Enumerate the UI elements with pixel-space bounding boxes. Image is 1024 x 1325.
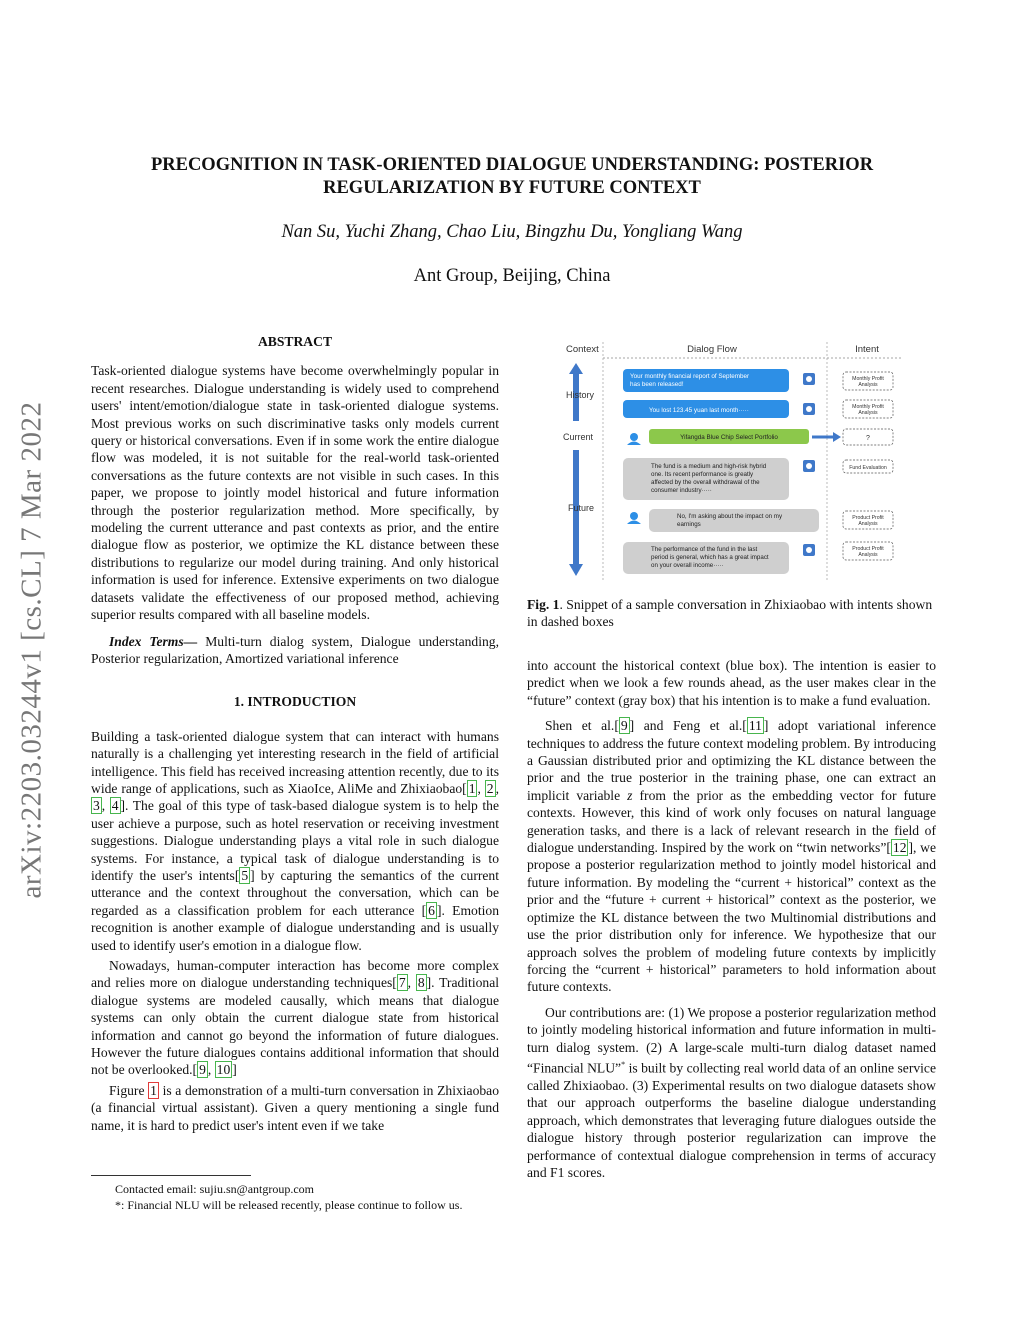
citation-link[interactable]: 9 bbox=[620, 718, 628, 734]
message-text-2: You lost 123.45 yuan last month····· bbox=[649, 407, 749, 414]
user-icon bbox=[630, 433, 638, 441]
left-column bbox=[91, 333, 499, 1134]
label-current: Current bbox=[563, 432, 594, 442]
intent-text-4: Fund Evaluation bbox=[849, 465, 887, 471]
history-arrow-head bbox=[569, 363, 583, 374]
footnote-contact: Contacted email: sujiu.sn@antgroup.com bbox=[115, 1182, 315, 1196]
citation-link[interactable]: 6 bbox=[428, 902, 435, 918]
citation-link[interactable]: 3 bbox=[93, 798, 100, 814]
caption-label: Fig. 1 bbox=[527, 597, 560, 612]
user-icon bbox=[630, 512, 638, 520]
intro-paragraph-2: Nowadays, human-computer interaction has become more complex and relies more on dialogue understanding techniques[ 7 , 8 ]. Traditional dialogue systems are modeled causally, which means that dialogue systems can only obtain the current dialogue state from historical information and cannot go beyond the information of future dialogues. However the future dialogues contains additional information that should not be overlooked.[ 9 , 10 ] bbox=[91, 958, 500, 1078]
citation-link[interactable]: 4 bbox=[111, 798, 119, 814]
intro-paragraph-3: Figure 1 is a demonstration of a multi-turn conversation in Zhixiaobao (a financial virtual assistant). Given a query mentioning a single fund name, it is hard to predict user's intent even if we take bbox=[91, 1082, 499, 1133]
message-text-1: Your monthly financial report of September has been released! bbox=[630, 373, 750, 388]
caption-text: . Snippet of a sample conversation in Zhixiaobao with intents shown in dashed boxes bbox=[527, 597, 933, 630]
paper-authors: Nan Su, Yuchi Zhang, Chao Liu, Bingzhu Du, Yongliang Wang bbox=[281, 222, 743, 242]
message-text-5: No, I'm asking about the impact on my earnings bbox=[677, 513, 783, 528]
citation-link[interactable]: 11 bbox=[748, 718, 762, 734]
intro-paragraph-1: Building a task-oriented dialogue system that can interact with humans naturally is a challenging yet interesting research in the field of artificial intelligence. This field has received increasing attention recently, due to its wide range of applications, such as XiaoIce, AliMe and Zhixiaobao[ 1 , 2 , 3 , 4 ]. The goal of this type of task-based dialogue system is to help the user achieve a purpose, such as hotel reservation or receiving investment suggestions. Dialogue understanding plays a vital role in such dialogue systems. For instance, a typical task of dialogue understanding is to identify the user's intents[ 5 ] by capturing the semantics of the current utterance and the context throughout the conversation, which can be regarded as a classification problem for each utterance [ 6 ]. Emotion recognition is another example of dialogue understanding and is usually used to identify user's emotion in a dialogue flow. bbox=[91, 728, 500, 953]
bot-icon-face bbox=[806, 547, 812, 553]
intent-text-6: Product Profit Analysis bbox=[852, 546, 884, 558]
abstract-heading: ABSTRACT bbox=[257, 334, 333, 349]
future-arrow-head bbox=[569, 564, 583, 576]
citation-link[interactable]: 2 bbox=[486, 780, 494, 796]
current-intent-arrow-head bbox=[833, 432, 841, 442]
index-terms-text: Multi-turn dialog system, Dialogue understanding, Posterior regularization, Amortized variational inference bbox=[91, 633, 499, 666]
intent-text-3: ? bbox=[866, 435, 870, 442]
arxiv-stamp bbox=[8, 360, 56, 940]
index-terms bbox=[91, 633, 499, 668]
citation-link[interactable]: 12 bbox=[892, 840, 907, 856]
bot-icon-face bbox=[806, 376, 812, 382]
citation-link[interactable]: 1 bbox=[468, 780, 476, 796]
footnote-dataset: *: Financial NLU will be released recently, please continue to follow us. bbox=[115, 1198, 463, 1212]
label-history: History bbox=[566, 390, 595, 400]
message-text-6: The performance of the fund in the last period is general, which has a great impact on your overall income····· bbox=[651, 546, 769, 569]
intent-text-2: Monthly Profit Analysis bbox=[852, 404, 884, 416]
col-context-label: Context bbox=[566, 344, 599, 355]
col-intent-label: Intent bbox=[855, 344, 879, 355]
paper-title: PRECOGNITION IN TASK-ORIENTED DIALOGUE UNDERSTANDING: POSTERIOR REGULARIZATION BY FUTURE CONTEXT bbox=[150, 155, 874, 198]
intent-text-5: Product Profit Analysis bbox=[852, 515, 884, 527]
message-text-4: The fund is a medium and high-risk hybrid one. Its recent performance is greatly affected by the overall withdrawal of the consumer industry····· bbox=[651, 463, 767, 494]
right-column bbox=[527, 657, 936, 1181]
figure-caption bbox=[527, 596, 936, 631]
footnote-rule bbox=[91, 1175, 251, 1176]
right-paragraph-3: Our contributions are: (1) We propose a posterior regularization method to jointly modeling historical information and future information in multi-turn dialog system. (2) A large-scale multi-turn dialog dataset named “Financial NLU”* is built by collecting real world data of an online service called Zhixiaobao. (3) Experimental results on two dialogue datasets show that our approach outperforms the baseline dialogue understanding approach, which demonstrates that leveraging future dialogues outside the dialogue history through posterior regularization can improve the performance of contextual dialogue comprehension in terms of accuracy and F1 scores. bbox=[527, 1004, 936, 1180]
intent-text-1: Monthly Profit Analysis bbox=[852, 376, 884, 388]
user-icon-body bbox=[627, 521, 641, 525]
abstract-body: Task-oriented dialogue systems have become overwhelmingly popular in recent researches. Dialogue understanding is widely used to comprehend users' intent/emotion/dialogue state in task-oriented dialogue systems. Most previous works on such discriminative tasks only models current query or historical conversations. Even if in some work the entire dialogue flow was modeled, it is not suitable for the real-world task-oriented conversations as the future contexts are not visible in such cases. In this paper, we propose to jointly model historical and future information through the posterior regularization method. More specifically, by modeling the current utterance and past contexts as prior, and the entire dialogue flow as posterior, we optimize the KL distance between these distributions to regularize our model during training. And only historical information is used for inference. Extensive experiments on two dialogue datasets validate the effectiveness of our proposed method, achieving superior results compared with all baseline models. bbox=[91, 363, 499, 623]
citation-link[interactable]: 8 bbox=[417, 975, 425, 991]
message-text-3: Yifangda Blue Chip Select Portfolio bbox=[680, 434, 778, 441]
figure-1 bbox=[557, 336, 903, 582]
bot-icon-face bbox=[806, 406, 812, 412]
arxiv-id: arXiv:2203.03244v1 [cs.CL] 7 Mar 2022 bbox=[15, 401, 48, 899]
index-terms-label: Index Terms— bbox=[109, 633, 198, 649]
citation-link[interactable]: 7 bbox=[398, 975, 406, 991]
user-icon-body bbox=[627, 442, 641, 446]
citation-link[interactable]: 5 bbox=[241, 867, 249, 883]
citation-link[interactable]: 9 bbox=[199, 1062, 206, 1078]
right-paragraph-2: Shen et al.[ 9 ] and Feng et al.[ 11 ] adopt variational inference techniques to address the future context modeling problem. By introducing a Gaussian distributed prior and optimizing the KL distance between the prior and the true posterior in the training phase, one can extract an implicit variable z from the prior as the embedding vector for future contexts. However, this kind of work only focuses on natural language generation tasks, and there is a lack of relevant research in the field of dialogue understanding. Inspired by the work on “twin networks”[ 12 ], we propose a posterior regularization method to jointly model historical and future information. By modeling the “current + historical” context as the prior and the “future + current + historical” context as the posterior, we optimize the KL distance between the two Multinomial distributions and use the prior distribution only for inference. We hypothesize that our approach solves the problem of modeling future contexts by implicitly forcing the “current + historical” parameters to hold information about future contexts. bbox=[527, 718, 937, 995]
figure-link[interactable]: 1 bbox=[150, 1082, 157, 1098]
intro-heading: 1. INTRODUCTION bbox=[233, 694, 357, 710]
citation-link[interactable]: 10 bbox=[216, 1062, 231, 1078]
col-flow-label: Dialog Flow bbox=[687, 344, 737, 355]
footnotes bbox=[91, 1181, 511, 1213]
paper-affiliation: Ant Group, Beijing, China bbox=[413, 266, 611, 286]
bot-icon-face bbox=[806, 463, 812, 469]
label-future: Future bbox=[568, 503, 595, 513]
right-paragraph-1: into account the historical context (blue box). The intention is easier to predict when we look a few rounds ahead, as the user makes clear in the “future” context (gray box) that his intention is to make a fund evaluation. bbox=[527, 658, 936, 708]
